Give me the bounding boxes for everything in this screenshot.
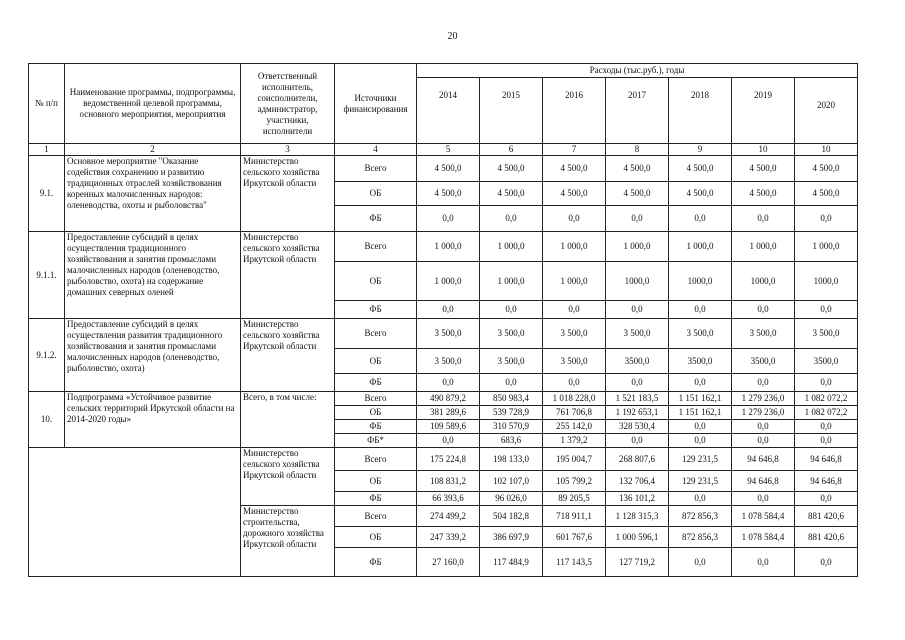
budget-table: [28, 63, 858, 577]
expense-value: 96 026,0: [480, 492, 543, 506]
expense-value: 1 078 584,4: [732, 506, 795, 527]
expense-value: 310 570,9: [480, 420, 543, 434]
expense-value: 3 500,0: [606, 319, 669, 349]
expense-value: 94 646,8: [795, 471, 858, 492]
expense-value: 1 379,2: [543, 434, 606, 448]
funding-source: ФБ: [335, 301, 417, 319]
expense-value: 0,0: [732, 434, 795, 448]
expense-value: 0,0: [417, 434, 480, 448]
expense-value: 601 767,6: [543, 527, 606, 548]
expense-value: 1 000 596,1: [606, 527, 669, 548]
expense-value: 1000,0: [669, 262, 732, 301]
expense-value: 3 500,0: [417, 349, 480, 374]
expense-value: 0,0: [606, 434, 669, 448]
expense-value: 4 500,0: [795, 156, 858, 182]
expense-value: 0,0: [732, 420, 795, 434]
expense-value: 27 160,0: [417, 548, 480, 577]
expense-value: 850 983,4: [480, 392, 543, 406]
table-row: [29, 392, 858, 406]
expense-value: 1 000,0: [543, 232, 606, 262]
expense-value: 129 231,5: [669, 471, 732, 492]
expense-value: 0,0: [543, 206, 606, 232]
expense-value: 881 420,6: [795, 506, 858, 527]
expense-value: 1 151 162,1: [669, 406, 732, 420]
expense-value: 1 082 072,2: [795, 406, 858, 420]
expense-value: 1 000,0: [669, 232, 732, 262]
expense-value: 117 484,9: [480, 548, 543, 577]
expense-value: 4 500,0: [480, 182, 543, 206]
expense-value: 0,0: [543, 374, 606, 392]
item-name: Предоставление субсидий в целях осуществления традиционного хозяйствования и занятия промыслами малочисленных народов (оленеводство, рыболовство, охота) на содержание домашних северных оленей: [65, 232, 241, 319]
expense-value: 3 500,0: [543, 349, 606, 374]
expense-value: 0,0: [732, 492, 795, 506]
column-number: 6: [480, 144, 543, 156]
column-number: 10: [732, 144, 795, 156]
expense-value: 718 911,1: [543, 506, 606, 527]
expense-value: 1 000,0: [606, 232, 669, 262]
expense-value: 109 589,6: [417, 420, 480, 434]
expense-value: 3 500,0: [669, 319, 732, 349]
expense-value: 1 279 236,0: [732, 392, 795, 406]
expense-value: 0,0: [669, 374, 732, 392]
item-name: Основное мероприятие "Оказание содействия сохранению и развитию традиционных отраслей хозяйствования коренных малочисленных народов: оленеводства, охоты и рыболовства": [65, 156, 241, 232]
expense-value: 94 646,8: [732, 448, 795, 471]
expense-value: 1000,0: [606, 262, 669, 301]
item-name: Предоставление субсидий в целях осуществления развития традиционного хозяйствования и занятия промыслами малочисленных народов (оленеводство, рыболовство, охота): [65, 319, 241, 392]
expense-value: 0,0: [480, 206, 543, 232]
expense-value: 1 082 072,2: [795, 392, 858, 406]
funding-source: ФБ: [335, 548, 417, 577]
expense-value: 1 018 228,0: [543, 392, 606, 406]
expense-value: 1 000,0: [543, 262, 606, 301]
expense-value: 0,0: [669, 434, 732, 448]
item-number: 9.1.2.: [29, 319, 65, 392]
expense-value: 1 521 183,5: [606, 392, 669, 406]
expense-value: 3 500,0: [543, 319, 606, 349]
expense-value: 4 500,0: [480, 156, 543, 182]
expense-value: 872 856,3: [669, 506, 732, 527]
header-number: № п/п: [29, 64, 65, 144]
expense-value: 4 500,0: [795, 182, 858, 206]
expense-value: 1 000,0: [480, 262, 543, 301]
expense-value: 0,0: [480, 374, 543, 392]
header-name: Наименование программы, подпрограммы, ведомственной целевой программы, основного мероприятия, мероприятия: [65, 64, 241, 144]
item-name: Подпрограмма «Устойчивое развитие сельских территорий Иркутской области на 2014-2020 годы»: [65, 392, 241, 448]
funding-source: ФБ*: [335, 434, 417, 448]
expense-value: 3500,0: [669, 349, 732, 374]
expense-value: 1 279 236,0: [732, 406, 795, 420]
expense-value: 761 706,8: [543, 406, 606, 420]
column-number: 3: [241, 144, 335, 156]
expense-value: 1 151 162,1: [669, 392, 732, 406]
expense-value: 132 706,4: [606, 471, 669, 492]
funding-source: ФБ: [335, 374, 417, 392]
item-number: 10.: [29, 392, 65, 448]
funding-source: ФБ: [335, 206, 417, 232]
expense-value: 247 339,2: [417, 527, 480, 548]
expense-value: 0,0: [732, 548, 795, 577]
header-year: 2017: [606, 78, 669, 144]
expense-value: 4 500,0: [669, 182, 732, 206]
expense-value: 108 831,2: [417, 471, 480, 492]
expense-value: 102 107,0: [480, 471, 543, 492]
expense-value: 504 182,8: [480, 506, 543, 527]
column-number: 2: [65, 144, 241, 156]
funding-source: ОБ: [335, 406, 417, 420]
page-number: 20: [447, 31, 458, 42]
item-number: 9.1.: [29, 156, 65, 232]
table-row: [29, 448, 858, 471]
expense-value: 0,0: [795, 548, 858, 577]
expense-value: 381 289,6: [417, 406, 480, 420]
expense-value: 136 101,2: [606, 492, 669, 506]
funding-source: Всего: [335, 232, 417, 262]
expense-value: 0,0: [669, 492, 732, 506]
expense-value: 268 807,6: [606, 448, 669, 471]
expense-value: 4 500,0: [732, 182, 795, 206]
column-number: 10: [795, 144, 858, 156]
header-year: 2014: [417, 78, 480, 144]
header-expenses: Расходы (тыс.руб.), годы: [417, 64, 858, 78]
column-numbering-row: [29, 144, 858, 156]
expense-value: 1 128 315,3: [606, 506, 669, 527]
expense-value: 0,0: [669, 420, 732, 434]
header-year: 2016: [543, 78, 606, 144]
empty-cell: [29, 448, 241, 577]
header-responsible: Ответственный исполнитель, соисполнители, администратор, участники, исполнители: [241, 64, 335, 144]
column-number: 4: [335, 144, 417, 156]
table-row: [29, 319, 858, 349]
table-row: [29, 156, 858, 182]
responsible-executor: Министерство сельского хозяйства Иркутской области: [241, 232, 335, 319]
funding-source: ФБ: [335, 420, 417, 434]
expense-value: 1 192 653,1: [606, 406, 669, 420]
expense-value: 94 646,8: [732, 471, 795, 492]
expense-value: 0,0: [795, 434, 858, 448]
expense-value: 4 500,0: [543, 156, 606, 182]
expense-value: 0,0: [543, 301, 606, 319]
expense-value: 89 205,5: [543, 492, 606, 506]
expense-value: 1 000,0: [732, 232, 795, 262]
expense-value: 129 231,5: [669, 448, 732, 471]
responsible-executor: Министерство сельского хозяйства Иркутской области: [241, 156, 335, 232]
expense-value: 0,0: [669, 548, 732, 577]
funding-source: Всего: [335, 156, 417, 182]
responsible-executor: Министерство сельского хозяйства Иркутской области: [241, 448, 335, 506]
item-number: 9.1.1.: [29, 232, 65, 319]
column-number: 8: [606, 144, 669, 156]
expense-value: 0,0: [732, 301, 795, 319]
expense-value: 3500,0: [732, 349, 795, 374]
funding-source: ОБ: [335, 527, 417, 548]
responsible-executor: Министерство сельского хозяйства Иркутской области: [241, 319, 335, 392]
expense-value: 1 000,0: [795, 232, 858, 262]
expense-value: 0,0: [606, 301, 669, 319]
expense-value: 66 393,6: [417, 492, 480, 506]
expense-value: 3 500,0: [480, 319, 543, 349]
funding-source: ОБ: [335, 349, 417, 374]
expense-value: 0,0: [795, 374, 858, 392]
expense-value: 0,0: [732, 374, 795, 392]
expense-value: 3 500,0: [417, 319, 480, 349]
expense-value: 1000,0: [732, 262, 795, 301]
expense-value: 0,0: [606, 206, 669, 232]
expense-value: 1 078 584,4: [732, 527, 795, 548]
expense-value: 0,0: [417, 374, 480, 392]
expense-value: 0,0: [669, 206, 732, 232]
table-body: [29, 156, 858, 577]
expense-value: 1 000,0: [417, 232, 480, 262]
expense-value: 0,0: [732, 206, 795, 232]
expense-value: 4 500,0: [669, 156, 732, 182]
funding-source: Всего: [335, 448, 417, 471]
table-row: [29, 232, 858, 262]
expense-value: 4 500,0: [417, 156, 480, 182]
expense-value: 1000,0: [795, 262, 858, 301]
expense-value: 0,0: [669, 301, 732, 319]
expense-value: 881 420,6: [795, 527, 858, 548]
expense-value: 0,0: [795, 492, 858, 506]
expense-value: 0,0: [606, 374, 669, 392]
expense-value: 683,6: [480, 434, 543, 448]
expense-value: 490 879,2: [417, 392, 480, 406]
column-number: 9: [669, 144, 732, 156]
expense-value: 3500,0: [795, 349, 858, 374]
expense-value: 1 000,0: [480, 232, 543, 262]
expense-value: 255 142,0: [543, 420, 606, 434]
funding-source: ОБ: [335, 262, 417, 301]
header-source: Источники финансирования: [335, 64, 417, 144]
funding-source: Всего: [335, 319, 417, 349]
column-number: 1: [29, 144, 65, 156]
expense-value: 0,0: [795, 206, 858, 232]
expense-value: 3 500,0: [732, 319, 795, 349]
expense-value: 4 500,0: [606, 182, 669, 206]
expense-value: 0,0: [795, 301, 858, 319]
expense-value: 0,0: [417, 301, 480, 319]
expense-value: 105 799,2: [543, 471, 606, 492]
responsible-executor: Министерство строительства, дорожного хозяйства Иркутской области: [241, 506, 335, 577]
expense-value: 4 500,0: [417, 182, 480, 206]
expense-value: 872 856,3: [669, 527, 732, 548]
expense-value: 386 697,9: [480, 527, 543, 548]
column-number: 7: [543, 144, 606, 156]
responsible-executor: Всего, в том числе:: [241, 392, 335, 448]
expense-value: 3500,0: [606, 349, 669, 374]
expense-value: 539 728,9: [480, 406, 543, 420]
header-year: 2015: [480, 78, 543, 144]
expense-value: 127 719,2: [606, 548, 669, 577]
header-year: 2018: [669, 78, 732, 144]
expense-value: 4 500,0: [732, 156, 795, 182]
expense-value: 4 500,0: [606, 156, 669, 182]
expense-value: 198 133,0: [480, 448, 543, 471]
funding-source: Всего: [335, 392, 417, 406]
expense-value: 4 500,0: [543, 182, 606, 206]
expense-value: 3 500,0: [480, 349, 543, 374]
header-year: 2020: [795, 78, 858, 144]
funding-source: Всего: [335, 506, 417, 527]
expense-value: 0,0: [417, 206, 480, 232]
expense-value: 1 000,0: [417, 262, 480, 301]
funding-source: ФБ: [335, 492, 417, 506]
expense-value: 274 499,2: [417, 506, 480, 527]
funding-source: ОБ: [335, 182, 417, 206]
column-number: 5: [417, 144, 480, 156]
expense-value: 328 530,4: [606, 420, 669, 434]
funding-source: ОБ: [335, 471, 417, 492]
expense-value: 195 004,7: [543, 448, 606, 471]
expense-value: 175 224,8: [417, 448, 480, 471]
header-year: 2019: [732, 78, 795, 144]
expense-value: 0,0: [795, 420, 858, 434]
expense-value: 3 500,0: [795, 319, 858, 349]
expense-value: 117 143,5: [543, 548, 606, 577]
expense-value: 94 646,8: [795, 448, 858, 471]
expense-value: 0,0: [480, 301, 543, 319]
